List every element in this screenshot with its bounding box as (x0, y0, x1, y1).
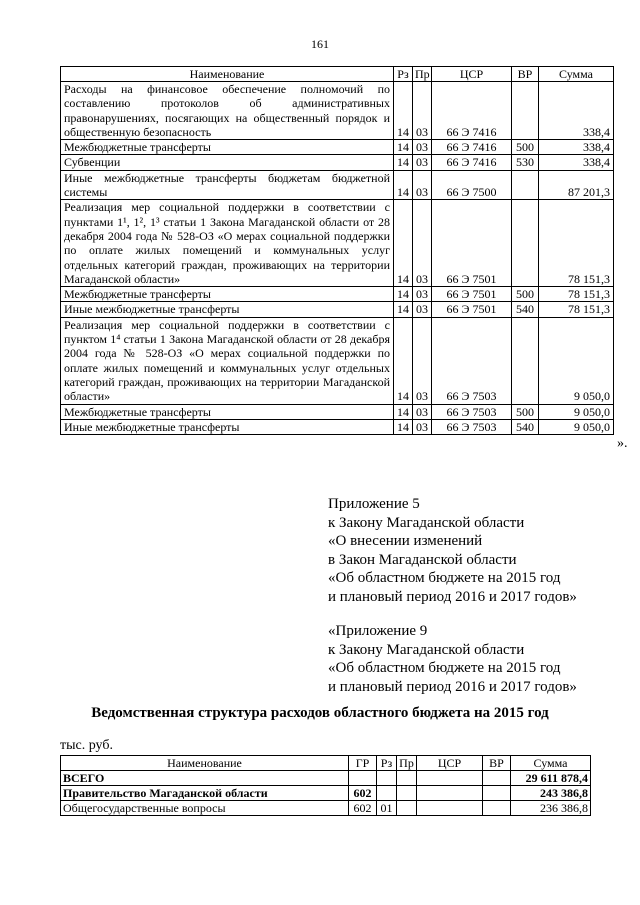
cell-sum: 9 050,0 (539, 419, 614, 434)
cell-name: Межбюджетные трансферты (61, 140, 394, 155)
cell-pr (397, 786, 417, 801)
table-row (61, 801, 591, 816)
cell-csr: 66 Э 7503 (432, 419, 512, 434)
appendix-9-reference (328, 622, 577, 696)
cell-name: Межбюджетные трансферты (61, 404, 394, 419)
cell-name: ВСЕГО (61, 771, 349, 786)
cell-vr (512, 317, 539, 404)
cell-vr: 540 (512, 302, 539, 317)
page-number: 161 (311, 37, 329, 51)
cell-gr: 602 (349, 801, 377, 816)
column-header-gr: ГР (349, 756, 377, 771)
table-row (61, 404, 614, 419)
cell-csr (417, 771, 483, 786)
cell-vr: 500 (512, 404, 539, 419)
table-row (61, 82, 614, 140)
cell-rz (377, 771, 397, 786)
cell-rz: 14 (394, 155, 413, 170)
cell-csr: 66 Э 7503 (432, 317, 512, 404)
cell-name: Иные межбюджетные трансферты (61, 302, 394, 317)
cell-csr: 66 Э 7501 (432, 302, 512, 317)
cell-pr: 03 (413, 317, 432, 404)
table-row (61, 786, 591, 801)
column-header-csr: ЦСР (417, 756, 483, 771)
table-row (61, 140, 614, 155)
table-row (61, 200, 614, 287)
cell-rz: 14 (394, 170, 413, 200)
cell-name: Межбюджетные трансферты (61, 287, 394, 302)
appendix-line: «Об областном бюджете на 2015 год (328, 570, 561, 586)
appendix-line: и плановый период 2016 и 2017 годов» (328, 678, 577, 695)
units-label: тыс. руб. (60, 738, 113, 753)
cell-pr: 03 (413, 287, 432, 302)
cell-sum: 338,4 (539, 140, 614, 155)
column-header-name: Наименование (61, 756, 349, 771)
table-row (61, 302, 614, 317)
cell-rz: 14 (394, 200, 413, 287)
cell-pr (397, 771, 417, 786)
cell-pr: 03 (413, 419, 432, 434)
appendix-line: «Об областном бюджете на 2015 год (328, 660, 561, 676)
cell-name: Расходы на финансовое обеспечение полномочий по составлению протоколов об административных правонарушениях, посягающих на общественный порядок и общественную безопасность (61, 82, 394, 140)
table-row (61, 170, 614, 200)
cell-rz: 14 (394, 140, 413, 155)
appendix-line: в Закон Магаданской области (328, 551, 517, 568)
table-row (61, 771, 591, 786)
cell-vr (483, 786, 511, 801)
appendix-line: к Закону Магаданской области (328, 514, 525, 531)
cell-gr: 602 (349, 786, 377, 801)
departmental-structure-table (60, 755, 591, 816)
cell-rz: 14 (394, 302, 413, 317)
column-header-pr: Пр (413, 67, 432, 82)
column-header-rz: Рз (377, 756, 397, 771)
cell-csr: 66 Э 7500 (432, 170, 512, 200)
appendix-line: «О внесении изменений (328, 533, 483, 549)
cell-pr: 03 (413, 404, 432, 419)
cell-sum: 9 050,0 (539, 317, 614, 404)
column-header-vr: ВР (483, 756, 511, 771)
cell-pr: 03 (413, 170, 432, 200)
table-row (61, 419, 614, 434)
cell-csr: 66 Э 7416 (432, 155, 512, 170)
cell-csr: 66 Э 7416 (432, 140, 512, 155)
cell-sum: 338,4 (539, 82, 614, 140)
cell-rz: 14 (394, 82, 413, 140)
cell-rz: 14 (394, 287, 413, 302)
cell-pr: 03 (413, 200, 432, 287)
cell-name: Реализация мер социальной поддержки в соответствии с пунктом 1⁴ статьи 1 Закона Магаданской области от 28 декабря 2004 года № 528-ОЗ «О мерах социальной поддержки по оплате жилых помещений и коммунальных услуг отдельных категорий граждан, проживающих на территории Магаданской области» (61, 317, 394, 404)
cell-vr (512, 200, 539, 287)
cell-pr (397, 801, 417, 816)
table-row (61, 155, 614, 170)
column-header-name: Наименование (61, 67, 394, 82)
cell-rz: 14 (394, 404, 413, 419)
closing-quote-mark: ». (617, 436, 628, 451)
cell-sum: 78 151,3 (539, 200, 614, 287)
column-header-csr: ЦСР (432, 67, 512, 82)
cell-csr: 66 Э 7503 (432, 404, 512, 419)
cell-vr (512, 170, 539, 200)
cell-name: Общегосударственные вопросы (61, 801, 349, 816)
cell-vr: 500 (512, 140, 539, 155)
cell-sum: 243 386,8 (511, 786, 591, 801)
column-header-vr: ВР (512, 67, 539, 82)
cell-pr: 03 (413, 140, 432, 155)
appendix-line: «Приложение 9 (328, 623, 428, 639)
column-header-rz: Рз (394, 67, 413, 82)
cell-name: Иные межбюджетные трансферты бюджетам бюджетной системы (61, 170, 394, 200)
section-heading: Ведомственная структура расходов областного бюджета на 2015 год (91, 705, 549, 721)
cell-vr (512, 82, 539, 140)
cell-rz: 14 (394, 419, 413, 434)
cell-pr: 03 (413, 82, 432, 140)
cell-rz (377, 786, 397, 801)
cell-vr: 530 (512, 155, 539, 170)
cell-csr (417, 786, 483, 801)
column-header-pr: Пр (397, 756, 417, 771)
cell-csr (417, 801, 483, 816)
appendix-line: к Закону Магаданской области (328, 641, 525, 658)
table-row (61, 287, 614, 302)
table-header-row (61, 67, 614, 82)
cell-sum: 29 611 878,4 (511, 771, 591, 786)
appendix-line: и плановый период 2016 и 2017 годов» (328, 588, 577, 605)
cell-rz: 01 (377, 801, 397, 816)
cell-csr: 66 Э 7501 (432, 200, 512, 287)
appendix-line: Приложение 5 (328, 496, 420, 512)
cell-vr: 500 (512, 287, 539, 302)
cell-name: Правительство Магаданской области (61, 786, 349, 801)
cell-sum: 87 201,3 (539, 170, 614, 200)
cell-pr: 03 (413, 302, 432, 317)
cell-vr (483, 771, 511, 786)
cell-sum: 78 151,3 (539, 287, 614, 302)
cell-pr: 03 (413, 155, 432, 170)
cell-name: Иные межбюджетные трансферты (61, 419, 394, 434)
cell-vr: 540 (512, 419, 539, 434)
budget-table-continuation (60, 66, 614, 435)
cell-rz: 14 (394, 317, 413, 404)
appendix-5-reference (328, 495, 577, 606)
cell-gr (349, 771, 377, 786)
cell-sum: 338,4 (539, 155, 614, 170)
cell-name: Реализация мер социальной поддержки в соответствии с пунктами 1¹, 1², 1³ статьи 1 Закона Магаданской области от 28 декабря 2004 года № 528-ОЗ «О мерах социальной поддержки по оплате жилых помещений и коммунальных услуг отдельных категорий граждан, проживающих на территории Магаданской области» (61, 200, 394, 287)
table-header-row (61, 756, 591, 771)
cell-csr: 66 Э 7416 (432, 82, 512, 140)
column-header-sum: Сумма (539, 67, 614, 82)
table-row (61, 317, 614, 404)
cell-csr: 66 Э 7501 (432, 287, 512, 302)
cell-name: Субвенции (61, 155, 394, 170)
cell-sum: 236 386,8 (511, 801, 591, 816)
cell-sum: 78 151,3 (539, 302, 614, 317)
cell-vr (483, 801, 511, 816)
column-header-sum: Сумма (511, 756, 591, 771)
cell-sum: 9 050,0 (539, 404, 614, 419)
